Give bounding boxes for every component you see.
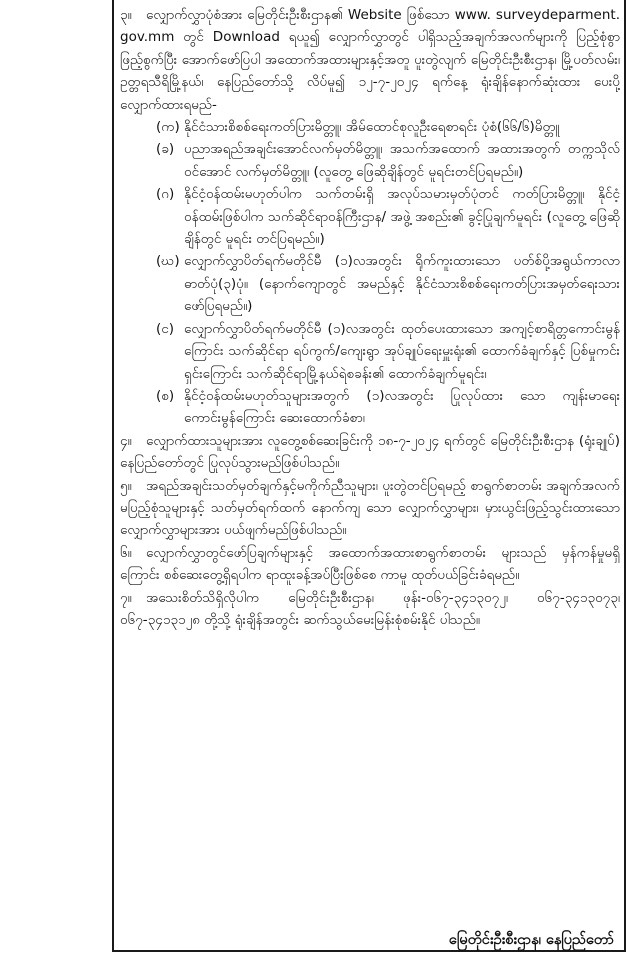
list-item — [120, 318, 620, 385]
paragraph-number: ၃။ — [120, 7, 132, 23]
list-item — [120, 385, 620, 430]
signature-line: မြေတိုင်းဦးစီးဌာန၊ နေပြည်တော် — [448, 932, 614, 948]
item-text: နိုင်ငံသားစိစစ်ရေးကတ်ပြားမိတ္တူ၊ အိမ်ထောင်စုလူဦးရေစာရင်း ပုံစံ(၆၆/၆)မိတ္တူ — [184, 119, 560, 136]
list-item — [120, 116, 620, 138]
paragraph-3 — [120, 4, 620, 116]
paragraph-number: ၄။ — [120, 432, 132, 449]
item-marker: (ဃ) — [156, 253, 180, 270]
paragraph-number: ၅။ — [120, 477, 132, 494]
list-item — [120, 183, 620, 250]
item-text: နိုင်ငံ့ဝန်ထမ်းမဟုတ်သူများအတွက် (၁)လအတွင်း ပြုလုပ်ထား သော ကျန်းမာရေး ကောင်းမွန်ကြောင်း ဆေးထောက်ခံစာ၊ — [184, 387, 620, 427]
paragraph-number: ၇။ — [120, 589, 132, 606]
item-marker: (က) — [156, 119, 180, 136]
notice-body — [120, 4, 620, 631]
item-text: နိုင်ငံ့ဝန်ထမ်းမဟုတ်ပါက သက်တမ်းရှိ အလုပ်သမားမှတ်ပုံတင် ကတ်ပြားမိတ္တူ၊ နိုင်ငံ့ဝန်ထမ်းဖြစ်ပါက သက်ဆိုင်ရာဝန်ကြီးဌာန/ အဖွဲ့ အစည်း၏ ခွင့်ပြုချက်မူရင်း (လူတွေ့ ဖြေဆိုချိန်တွင် မူရင်း တင်ပြရမည်။) — [184, 186, 620, 248]
paragraph-text: လျှောက်လွှာပုံစံအား မြေတိုင်းဦးစီးဌာန၏ Website ဖြစ်သော www. surveydeparment. gov.mm တွင် Download ရယူ၍ လျှောက်လွှာတွင် ပါရှိသည့်အချက်အလက်များကို ပြည့်စုံစွာ ဖြည့်စွက်ပြီး အောက်ဖော်ပြပါ အထောက်အထားများနှင့်အတူ ပူးတွဲလျက် မြေတိုင်းဦးစီးဌာန၊ မြို့ပတ်လမ်း၊ ဥတ္တရသီရိမြို့နယ်၊ နေပြည်တော်သို့ လိပ်မူ၍ ၁၂-၇-၂၀၂၄ ရက်နေ့ ရုံးချိန်နောက်ဆုံးထား ပေးပို့လျှောက်ထားရမည်- — [120, 7, 620, 113]
item-marker: (င) — [156, 320, 175, 337]
list-item — [120, 138, 620, 183]
item-text: ပညာအရည်အချင်းအောင်လက်မှတ်မိတ္တူ၊ အသက်အထောက် အထားအတွက် တက္ကသိုလ်ဝင်အောင် လက်မှတ်မိတ္တူ၊ (လူတွေ့ ဖြေဆိုချိန်တွင် မူရင်းတင်ပြရမည်။) — [184, 141, 620, 180]
paragraph-6 — [120, 542, 620, 587]
paragraph-text: အသေးစိတ်သိရှိလိုပါက မြေတိုင်းဦးစီးဌာန၊ ဖုန်း-၀၆၇-၃၄၁၃၀၇၂၊ ၀၆၇-၃၄၁၃၀၇၃၊ ၀၆၇-၃၄၁၃၁၂၈ တို့သို့ ရုံးချိန်အတွင်း ဆက်သွယ်မေးမြန်းစုံစမ်းနိုင် ပါသည်။ — [120, 589, 620, 628]
paragraph-text: အရည်အချင်းသတ်မှတ်ချက်နှင့်မကိုက်ညီသူများ၊ ပူးတွဲတင်ပြရမည့် စာရွက်စာတမ်း အချက်အလက် မပြည့်စုံသူများနှင့် သတ်မှတ်ရက်ထက် နောက်ကျ သော လျှောက်လွှာများ၊ မှားယွင်းဖြည့်သွင်းထားသော လျှောက်လွှာများအား ပယ်ဖျက်မည်ဖြစ်ပါသည်။ — [120, 477, 620, 539]
list-item — [120, 250, 620, 317]
paragraph-4 — [120, 430, 620, 475]
paragraph-text: လျှောက်ထားသူများအား လူတွေ့စစ်ဆေးခြင်းကို ၁၈-၇-၂၀၂၄ ရက်တွင် မြေတိုင်းဦးစီးဌာန (ရုံးချုပ်) နေပြည်တော်တွင် ပြုလုပ်သွားမည်ဖြစ်ပါသည်။ — [120, 432, 620, 472]
item-marker: (ဂ) — [156, 186, 175, 203]
item-text: လျှောက်လွှာပိတ်ရက်မတိုင်မီ (၁)လအတွင်း ထုတ်ပေးထားသော အကျင့်စာရိတ္တကောင်းမွန်ကြောင်း သက်ဆိုင်ရာ ရပ်ကွက်/ကျေးရွာ အုပ်ချုပ်ရေးမှူးရုံး၏ ထောက်ခံချက်နှင့် ပြစ်မှုကင်းရှင်းကြောင်း သက်ဆိုင်ရာမြို့နယ်ရဲစခန်း၏ ထောက်ခံချက်မူရင်း၊ — [184, 320, 620, 382]
paragraph-text: လျှောက်လွှာတွင်ဖော်ပြချက်များနှင့် အထောက်အထားစာရွက်စာတမ်း များသည် မှန်ကန်မှုမရှိကြောင်း စစ်ဆေးတွေ့ရှိရပါက ရာထူးခန့်အပ်ပြီးဖြစ်စေ ကာမူ ထုတ်ပယ်ခြင်းခံရမည်။ — [120, 544, 620, 584]
paragraph-7 — [120, 587, 620, 632]
item-marker: (ခ) — [156, 141, 175, 158]
item-marker: (စ) — [156, 387, 175, 404]
item-text: လျှောက်လွှာပိတ်ရက်မတိုင်မီ (၁)လအတွင်း ရိုက်ကူးထားသော ပတ်စ်ပို့အရွယ်ကာလာ ဓာတ်ပုံ(၃)ပုံ။ (နောက်ကျောတွင် အမည်နှင့် နိုင်ငံသားစိစစ်ရေးကတ်ပြားအမှတ်ရေးသား ဖော်ပြရမည်။) — [184, 253, 620, 315]
paragraph-5 — [120, 475, 620, 542]
paragraph-number: ၆။ — [120, 544, 132, 561]
